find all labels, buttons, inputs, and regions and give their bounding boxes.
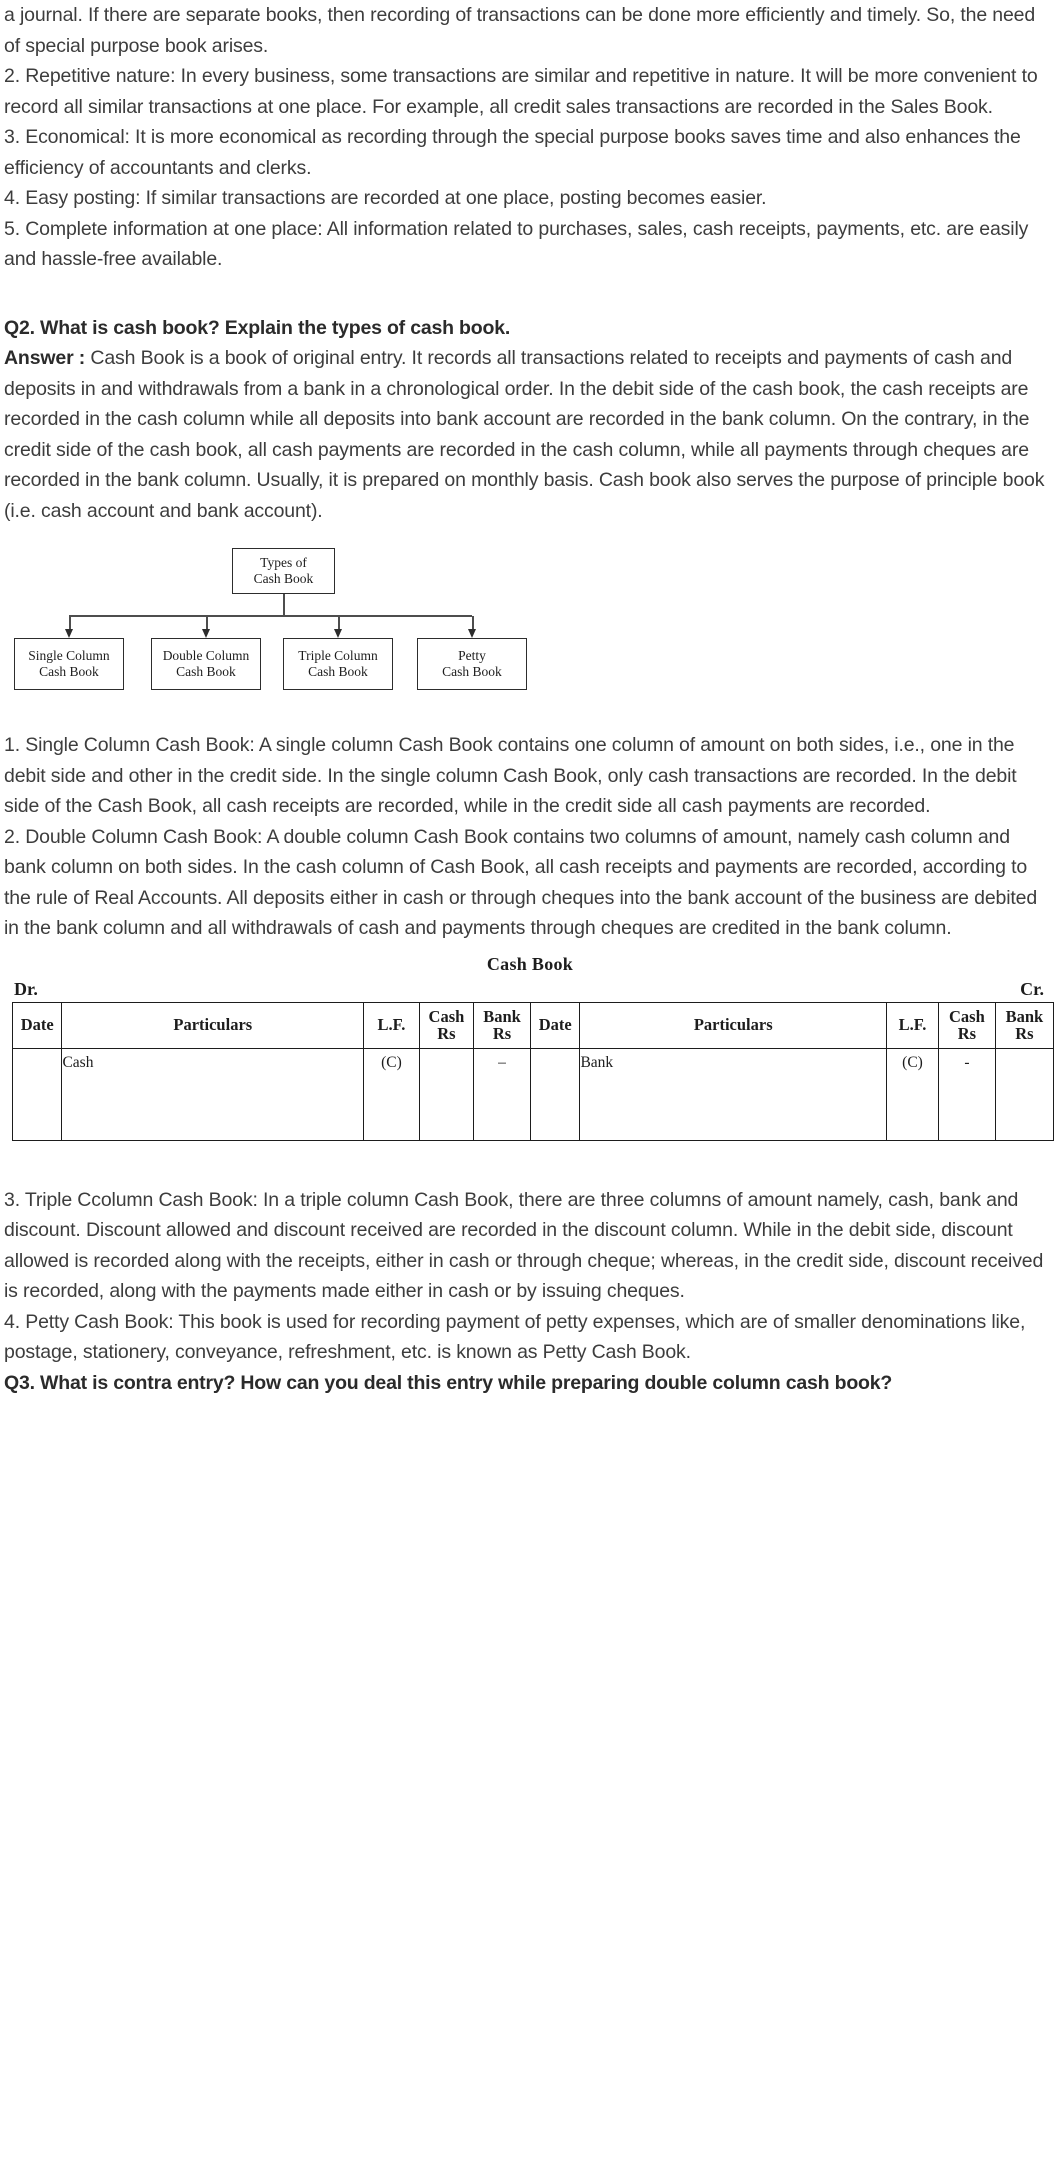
diagram-node-petty-line2: Cash Book bbox=[442, 664, 502, 679]
header-debit-cash-line1: Cash bbox=[428, 1007, 465, 1026]
diagram-node-triple-column-line1: Triple Column bbox=[298, 648, 378, 663]
table-header-row bbox=[13, 1002, 1054, 1048]
diagram-node-double-column-line1: Double Column bbox=[162, 648, 250, 663]
connector-arrow-4 bbox=[472, 616, 474, 630]
connector-root-vertical bbox=[283, 594, 285, 616]
diagram-canvas bbox=[4, 540, 564, 720]
types-of-cash-book-diagram bbox=[4, 540, 1054, 720]
section-spacer bbox=[4, 275, 1046, 313]
cash-book-dr-cr-row bbox=[4, 979, 1046, 1002]
header-credit-cash-line2: Rs bbox=[957, 1024, 977, 1043]
connector-arrow-2 bbox=[206, 616, 208, 630]
paragraph-continuation: a journal. If there are separate books, then recording of transactions can be done more efficiently and timely. So, the need of special purpose book arises. bbox=[4, 4, 1036, 57]
question-2-answer bbox=[4, 343, 1046, 526]
cell-debit-lf: (C) bbox=[364, 1048, 420, 1140]
question-3-heading: Q3. What is contra entry? How can you deal this entry while preparing double column cash book? bbox=[4, 1371, 893, 1394]
diagram-node-root-line2: Cash Book bbox=[253, 571, 314, 586]
connector-arrow-3 bbox=[338, 616, 340, 630]
header-debit-bank-line1: Bank bbox=[483, 1007, 521, 1026]
header-debit-date: Date bbox=[13, 1002, 62, 1048]
diagram-node-single-column-line2: Cash Book bbox=[39, 664, 99, 679]
header-credit-particulars: Particulars bbox=[580, 1002, 887, 1048]
diagram-node-triple-column bbox=[283, 638, 393, 690]
header-debit-bank-line2: Rs bbox=[492, 1024, 512, 1043]
header-debit-bank bbox=[474, 1002, 531, 1048]
diagram-node-single-column-line1: Single Column bbox=[28, 648, 110, 663]
diagram-node-double-column-line2: Cash Book bbox=[176, 664, 236, 679]
cell-debit-cash bbox=[419, 1048, 473, 1140]
cell-credit-cash: - bbox=[938, 1048, 995, 1140]
header-debit-lf: L.F. bbox=[364, 1002, 420, 1048]
connector-horizontal-bus bbox=[69, 615, 472, 617]
cash-book-table bbox=[12, 1002, 1054, 1141]
cell-credit-particulars: Bank bbox=[580, 1048, 887, 1140]
header-credit-cash bbox=[938, 1002, 995, 1048]
cash-book-table-title: Cash Book bbox=[486, 953, 574, 974]
debit-marker: Dr. bbox=[14, 978, 38, 999]
paragraph-double-column-cash-book: 2. Double Column Cash Book: A double column Cash Book contains two columns of amount, namely cash column and bank column on both sides. In the cash column of Cash Book, all cash receipts and payments are recorded, according to the rule of Real Accounts. All deposits either in cash or through cheques into the bank account of the business are debited in the bank column and all withdrawals of cash and payments through cheques are credited in the bank column. bbox=[4, 825, 1038, 939]
header-debit-particulars: Particulars bbox=[62, 1002, 364, 1048]
diagram-node-double-column bbox=[151, 638, 261, 690]
diagram-node-root bbox=[232, 548, 335, 594]
header-credit-bank-line2: Rs bbox=[1015, 1024, 1034, 1043]
diagram-node-petty bbox=[417, 638, 527, 690]
post-table-spacer bbox=[4, 1147, 1046, 1185]
answer-body: Cash Book is a book of original entry. It records all transactions related to receipts and payments of cash and deposits in and withdrawals from a bank in a chronological order. In the debit side of the cash book, the cash receipts are recorded in the cash column while all deposits into bank account are recorded in the bank column. On the contrary, in the credit side of the cash book, all cash payments are recorded in the cash column, while all payments through cheques are recorded in the bank column. Usually, it is prepared on monthly basis. Cash book also serves the purpose of principle book (i.e. cash account and bank account). bbox=[4, 347, 1045, 522]
connector-arrow-1 bbox=[69, 616, 71, 630]
cell-credit-date bbox=[530, 1048, 579, 1140]
paragraph-petty-cash-book: 4. Petty Cash Book: This book is used for recording payment of petty expenses, which are of smaller denominations like, postage, stationery, conveyance, refreshment, etc. is known as Petty Cash Book. bbox=[4, 1310, 1026, 1363]
diagram-node-petty-line1: Petty bbox=[458, 648, 486, 663]
cell-credit-lf: (C) bbox=[887, 1048, 939, 1140]
header-credit-cash-line1: Cash bbox=[949, 1007, 985, 1026]
paragraph-single-column-cash-book: 1. Single Column Cash Book: A single column Cash Book contains one column of amount on both sides, i.e., one in the debit side and other in the credit side. In the single column Cash Book, only cash transactions are recorded. In the debit side of the Cash Book, all cash receipts are recorded, while in the credit side all cash payments are recorded. bbox=[4, 734, 1017, 817]
header-debit-cash bbox=[419, 1002, 473, 1048]
diagram-node-triple-column-line2: Cash Book bbox=[308, 664, 368, 679]
cell-debit-date bbox=[13, 1048, 62, 1140]
header-credit-bank-line1: Bank bbox=[1005, 1007, 1044, 1026]
question-2-heading: Q2. What is cash book? Explain the types of cash book. bbox=[4, 316, 511, 339]
paragraph-triple-column-cash-book: 3. Triple Ccolumn Cash Book: In a triple column Cash Book, there are three columns of amount namely, cash, bank and discount. Discount allowed and discount received are recorded in the discount column. While in the debit side, discount allowed is recorded along with the receipts, either in cash or through cheque; whereas, in the credit side, discount received is recorded, along with the payments made either in cash or by issuing cheques. bbox=[4, 1188, 1044, 1302]
answer-label: Answer : bbox=[4, 347, 86, 369]
diagram-node-single-column bbox=[14, 638, 124, 690]
paragraph-complete-information: 5. Complete information at one place: All information related to purchases, sales, cash receipts, payments, etc. are easily and hassle-free available. bbox=[4, 217, 1029, 270]
header-debit-cash-line2: Rs bbox=[437, 1024, 456, 1043]
paragraph-economical: 3. Economical: It is more economical as recording through the special purpose books saves time and also enhances the efficiency of accountants and clerks. bbox=[4, 126, 1021, 179]
credit-marker: Cr. bbox=[1020, 978, 1044, 999]
paragraph-easy-posting: 4. Easy posting: If similar transactions are recorded at one place, posting becomes easier. bbox=[4, 187, 767, 209]
diagram-node-root-line1: Types of bbox=[260, 555, 307, 570]
cell-debit-bank: – bbox=[474, 1048, 531, 1140]
header-credit-lf: L.F. bbox=[887, 1002, 939, 1048]
paragraph-repetitive-nature: 2. Repetitive nature: In every business, some transactions are similar and repetitive in nature. It will be more convenient to record all similar transactions at one place. For example, all credit sales transactions are recorded in the Sales Book. bbox=[4, 65, 1038, 118]
cell-debit-particulars: Cash bbox=[62, 1048, 364, 1140]
header-credit-bank bbox=[995, 1002, 1053, 1048]
cell-credit-bank bbox=[995, 1048, 1053, 1140]
table-row bbox=[13, 1048, 1054, 1140]
header-credit-date: Date bbox=[530, 1002, 579, 1048]
cash-book-table-block bbox=[4, 954, 1046, 1141]
